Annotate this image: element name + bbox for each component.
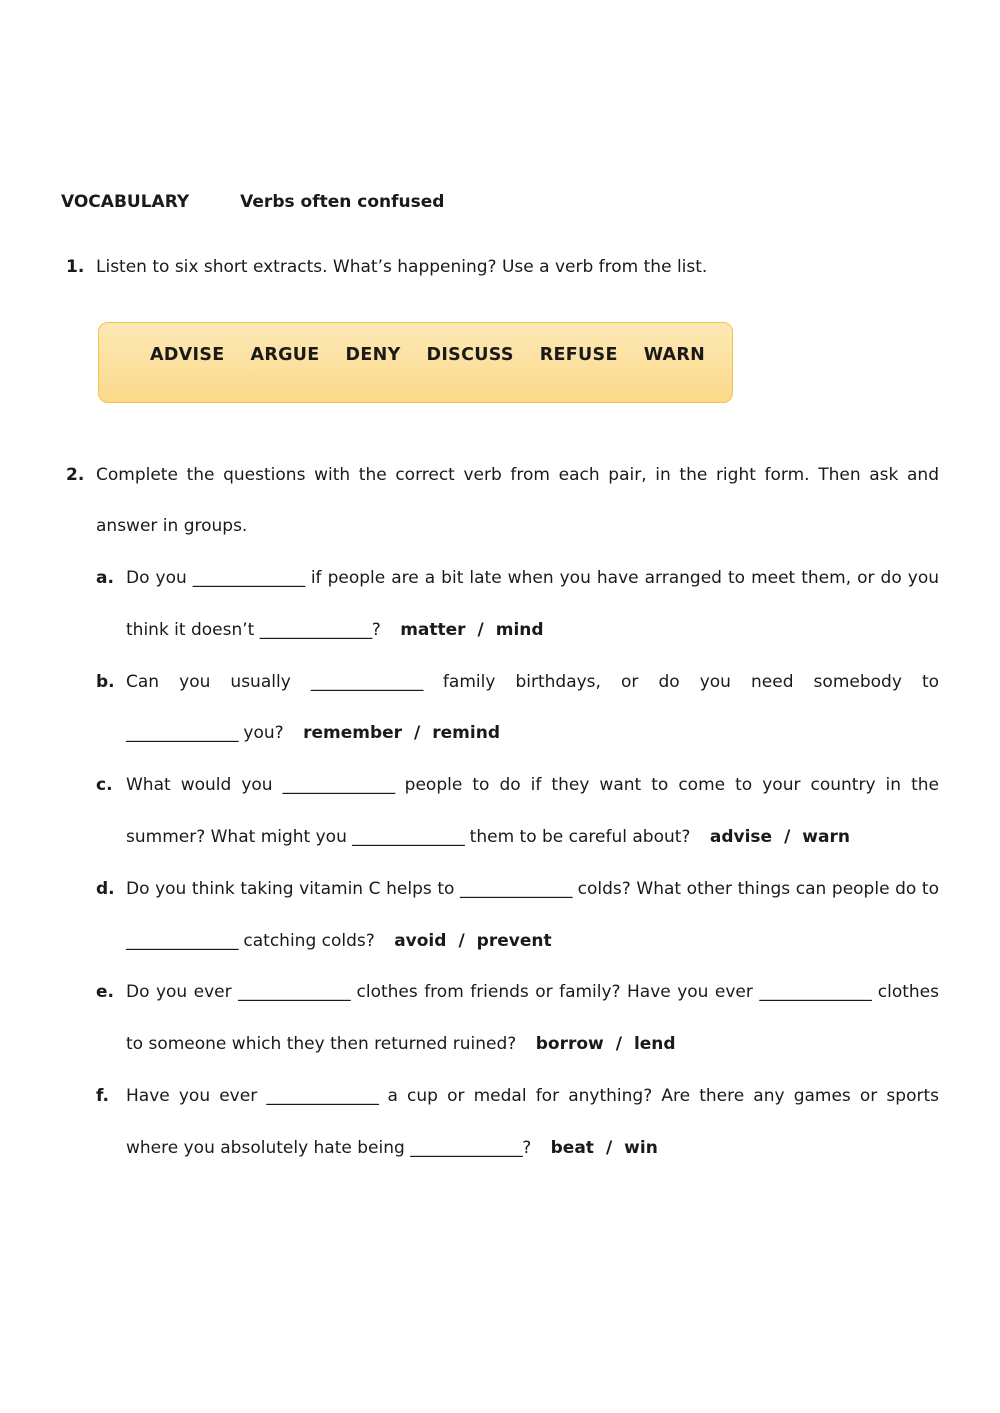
verb-option: remind bbox=[432, 723, 500, 744]
pair-separator: / bbox=[414, 723, 421, 744]
item-text-part: Can you usually bbox=[126, 671, 291, 692]
item-text-part: ? bbox=[371, 619, 381, 640]
word-discuss: DISCUSS bbox=[426, 345, 514, 365]
page-title: Verbs often confused bbox=[240, 192, 445, 212]
answer-blank: ______________ bbox=[259, 619, 372, 640]
word-list-box bbox=[98, 322, 733, 403]
item-text bbox=[126, 967, 939, 1071]
item-text-part: them to be careful about? bbox=[469, 826, 691, 847]
question-2-text: Complete the questions with the correct verb from each pair, in the right form. Then ask and answer in groups. bbox=[96, 465, 939, 536]
item-letter: f. bbox=[96, 1085, 109, 1106]
item-text-part: clothes to someone which they then returned ruined? bbox=[126, 982, 939, 1055]
list-item-b bbox=[96, 657, 939, 761]
verb-pair bbox=[400, 620, 543, 640]
verb-option: prevent bbox=[476, 930, 552, 951]
question-1-text: Listen to six short extracts. What’s happening? Use a verb from the list. bbox=[96, 257, 708, 277]
word-deny: DENY bbox=[345, 345, 401, 365]
item-text-part: a cup or medal for anything? Are there any games or sports where you absolutely hate being bbox=[126, 1085, 939, 1158]
verb-pair bbox=[536, 1034, 676, 1054]
list-item-d bbox=[96, 864, 939, 968]
question-1-number: 1. bbox=[66, 257, 85, 277]
verb-pair bbox=[551, 1138, 658, 1158]
item-letter: b. bbox=[96, 671, 115, 692]
answer-blank: ______________ bbox=[310, 671, 423, 692]
word-warn: WARN bbox=[643, 345, 706, 365]
item-text-part: clothes from friends or family? Have you ever bbox=[356, 982, 753, 1003]
verb-option: lend bbox=[633, 1034, 676, 1055]
answer-blank: ______________ bbox=[282, 775, 395, 796]
item-text bbox=[126, 657, 939, 761]
pair-separator: / bbox=[477, 619, 484, 640]
list-item-c bbox=[96, 760, 939, 864]
answer-blank: ______________ bbox=[126, 723, 238, 744]
verb-pair bbox=[710, 827, 850, 847]
answer-blank: ______________ bbox=[266, 1085, 379, 1106]
word-advise: ADVISE bbox=[150, 345, 225, 365]
verb-option: matter bbox=[400, 619, 466, 640]
list-item-a bbox=[96, 553, 939, 657]
answer-blank: ______________ bbox=[410, 1137, 523, 1158]
word-argue: ARGUE bbox=[250, 345, 320, 365]
page-heading bbox=[61, 192, 444, 212]
answer-blank: ______________ bbox=[759, 982, 872, 1003]
item-text bbox=[126, 760, 939, 864]
answer-blank: ______________ bbox=[126, 930, 238, 951]
verb-option: beat bbox=[550, 1137, 594, 1158]
verb-pair bbox=[303, 723, 500, 743]
pair-separator: / bbox=[458, 930, 465, 951]
item-text-part: colds? What other things can people do to bbox=[577, 878, 939, 899]
answer-blank: ______________ bbox=[238, 982, 351, 1003]
item-text-part: Have you ever bbox=[126, 1085, 258, 1106]
item-text-part: Do you bbox=[126, 568, 187, 588]
item-text bbox=[126, 864, 939, 968]
item-text-part: people to do if they want to come to your country in the summer? What might you bbox=[126, 775, 939, 847]
item-text-part: you? bbox=[243, 723, 284, 744]
pair-separator: / bbox=[615, 1034, 622, 1055]
list-item-e bbox=[96, 967, 939, 1071]
item-text-part: What would you bbox=[126, 775, 273, 796]
list-item-f bbox=[96, 1071, 939, 1175]
answer-blank: ______________ bbox=[192, 568, 305, 588]
item-letter: d. bbox=[96, 878, 115, 899]
question-2-items bbox=[96, 553, 939, 1175]
verb-option: avoid bbox=[394, 930, 447, 951]
item-letter: e. bbox=[96, 982, 114, 1003]
answer-blank: ______________ bbox=[352, 826, 465, 847]
item-text bbox=[126, 1071, 939, 1175]
word-list bbox=[150, 345, 705, 365]
verb-option: remember bbox=[303, 723, 403, 744]
question-2-number: 2. bbox=[66, 465, 85, 485]
verb-option: mind bbox=[495, 619, 544, 640]
item-letter: a. bbox=[96, 568, 114, 588]
answer-blank: ______________ bbox=[460, 878, 573, 899]
verb-option: borrow bbox=[535, 1034, 604, 1055]
verb-option: advise bbox=[709, 826, 773, 847]
item-text-part: catching colds? bbox=[243, 930, 375, 951]
pair-separator: / bbox=[605, 1137, 613, 1158]
word-refuse: REFUSE bbox=[539, 345, 618, 365]
item-letter: c. bbox=[96, 775, 113, 796]
item-text-part: family birthdays, or do you need somebody to bbox=[442, 671, 940, 692]
item-text-part: ? bbox=[522, 1137, 532, 1158]
verb-option: win bbox=[624, 1137, 658, 1158]
item-text-part: Do you ever bbox=[126, 982, 232, 1003]
pair-separator: / bbox=[784, 826, 791, 847]
section-label: VOCABULARY bbox=[61, 192, 190, 212]
verb-pair bbox=[394, 931, 551, 951]
item-text bbox=[126, 553, 939, 657]
item-text-part: Do you think taking vitamin C helps to bbox=[126, 878, 455, 899]
item-text-part: if people are a bit late when you have arranged to meet them, or do you think it doesn’t bbox=[126, 568, 940, 640]
verb-option: warn bbox=[802, 826, 850, 847]
